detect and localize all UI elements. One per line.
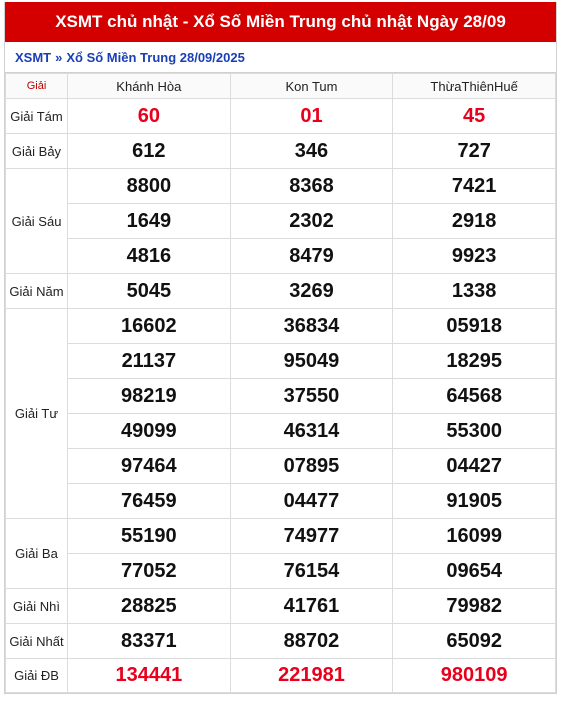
result-number: 28825 [68, 589, 231, 624]
breadcrumb-current-link[interactable]: Xổ Số Miền Trung 28/09/2025 [66, 49, 245, 65]
result-number: 64568 [393, 379, 556, 414]
jackpot-number: 134441 [68, 659, 231, 693]
result-number: 95049 [230, 344, 393, 379]
prize-label: Giải Nhất [6, 624, 68, 659]
table-row [6, 239, 556, 274]
result-number: 8800 [68, 169, 231, 204]
table-row [6, 99, 556, 134]
result-number: 98219 [68, 379, 231, 414]
column-header-prize: Giải [6, 74, 68, 99]
result-number: 77052 [68, 554, 231, 589]
result-number: 76154 [230, 554, 393, 589]
result-number: 4816 [68, 239, 231, 274]
prize-label: Giải Sáu [6, 169, 68, 274]
result-number: 41761 [230, 589, 393, 624]
result-number: 55190 [68, 519, 231, 554]
table-row [6, 169, 556, 204]
result-number: 04477 [230, 484, 393, 519]
table-row [6, 659, 556, 693]
result-number: 1649 [68, 204, 231, 239]
result-number: 79982 [393, 589, 556, 624]
prize-label: Giải Tư [6, 309, 68, 519]
result-number: 16602 [68, 309, 231, 344]
result-number: 9923 [393, 239, 556, 274]
table-row [6, 589, 556, 624]
prize-label: Giải Năm [6, 274, 68, 309]
breadcrumb-separator: » [55, 49, 63, 65]
prize-label: Giải Ba [6, 519, 68, 589]
result-number: 7421 [393, 169, 556, 204]
result-number: 88702 [230, 624, 393, 659]
breadcrumb [5, 42, 556, 73]
result-number: 2302 [230, 204, 393, 239]
table-row [6, 274, 556, 309]
result-number: 1338 [393, 274, 556, 309]
results-table [5, 73, 556, 693]
result-number: 45 [393, 99, 556, 134]
result-number: 09654 [393, 554, 556, 589]
column-header-province[interactable]: Khánh Hòa [68, 74, 231, 99]
result-number: 04427 [393, 449, 556, 484]
result-number: 2918 [393, 204, 556, 239]
result-number: 97464 [68, 449, 231, 484]
result-number: 91905 [393, 484, 556, 519]
result-number: 346 [230, 134, 393, 169]
result-number: 16099 [393, 519, 556, 554]
breadcrumb-home-link[interactable]: XSMT [15, 49, 52, 65]
result-number: 65092 [393, 624, 556, 659]
result-number: 74977 [230, 519, 393, 554]
result-number: 49099 [68, 414, 231, 449]
result-number: 07895 [230, 449, 393, 484]
result-number: 18295 [393, 344, 556, 379]
table-row [6, 554, 556, 589]
result-number: 05918 [393, 309, 556, 344]
table-header-row [6, 74, 556, 99]
result-number: 8368 [230, 169, 393, 204]
result-number: 612 [68, 134, 231, 169]
page-title: XSMT chủ nhật - Xổ Số Miền Trung chủ nhật Ngày 28/09 [5, 2, 556, 42]
result-number: 5045 [68, 274, 231, 309]
result-number: 727 [393, 134, 556, 169]
prize-label: Giải Tám [6, 99, 68, 134]
column-header-province[interactable]: Kon Tum [230, 74, 393, 99]
table-row [6, 204, 556, 239]
jackpot-number: 221981 [230, 659, 393, 693]
result-number: 3269 [230, 274, 393, 309]
table-row [6, 624, 556, 659]
result-number: 37550 [230, 379, 393, 414]
result-number: 21137 [68, 344, 231, 379]
jackpot-number: 980109 [393, 659, 556, 693]
table-row [6, 484, 556, 519]
table-row [6, 519, 556, 554]
result-number: 8479 [230, 239, 393, 274]
result-number: 55300 [393, 414, 556, 449]
result-number: 83371 [68, 624, 231, 659]
result-number: 36834 [230, 309, 393, 344]
result-number: 76459 [68, 484, 231, 519]
result-number: 46314 [230, 414, 393, 449]
table-row [6, 309, 556, 344]
result-number: 01 [230, 99, 393, 134]
table-row [6, 449, 556, 484]
prize-label: Giải Nhì [6, 589, 68, 624]
table-row [6, 379, 556, 414]
results-panel [4, 2, 557, 694]
table-row [6, 414, 556, 449]
table-row [6, 134, 556, 169]
prize-label: Giải ĐB [6, 659, 68, 693]
result-number: 60 [68, 99, 231, 134]
prize-label: Giải Bảy [6, 134, 68, 169]
column-header-province[interactable]: ThừaThiênHuế [393, 74, 556, 99]
table-row [6, 344, 556, 379]
